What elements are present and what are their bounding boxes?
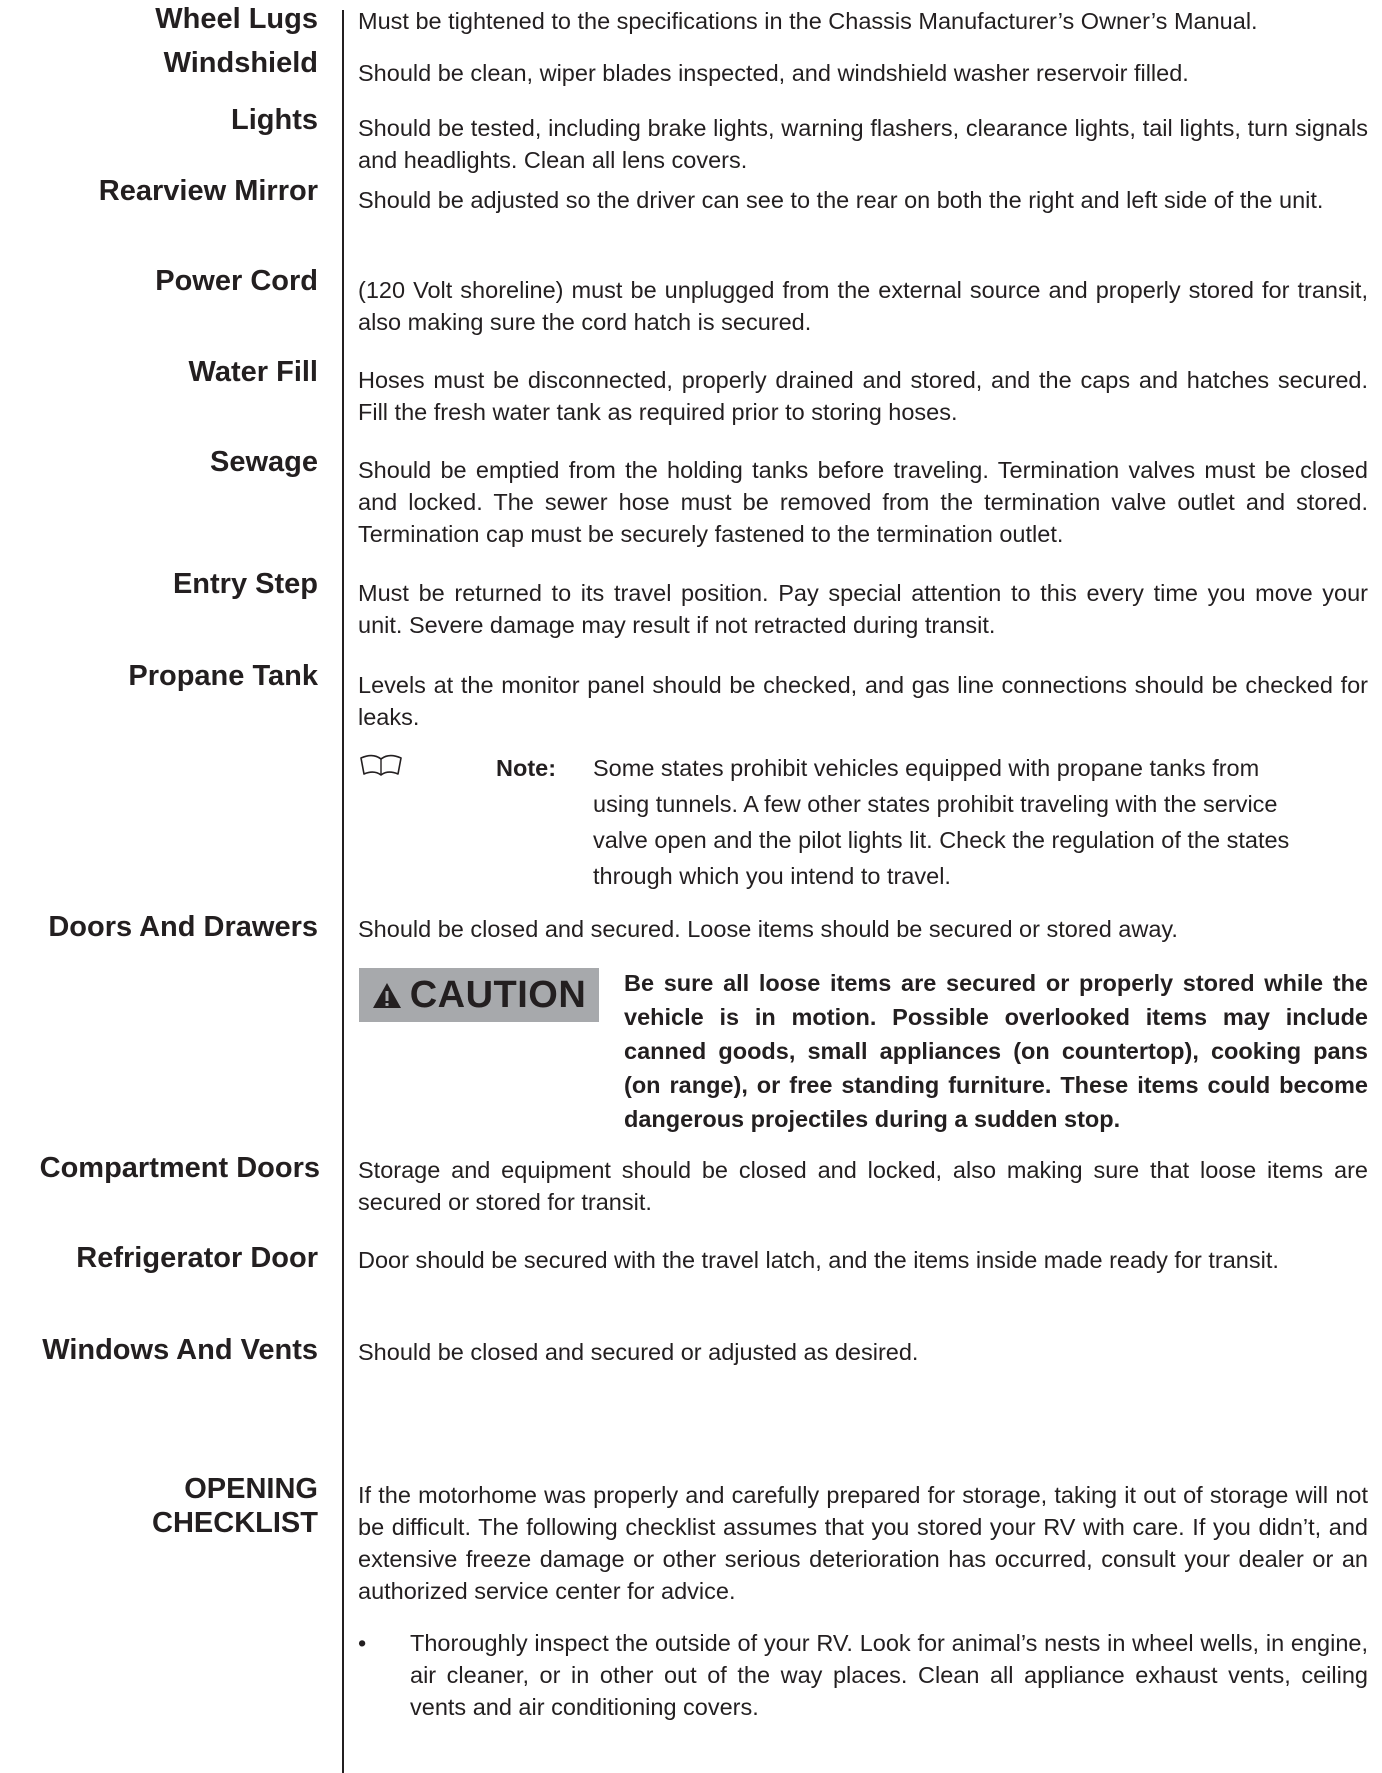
label-compartment-doors: Compartment Doors bbox=[39, 1152, 320, 1184]
note-text: Some states prohibit vehicles equipped with propane tanks from using tunnels. A few other states prohibit traveling with the service valve open and the pilot lights lit. Check the regulation of the states through which you intend to travel. bbox=[593, 755, 1290, 889]
label-windows-and-vents: Windows And Vents bbox=[42, 1334, 318, 1366]
text-windows-and-vents: Should be closed and secured or adjusted as desired. bbox=[358, 1339, 919, 1365]
text-windshield: Should be clean, wiper blades inspected, and windshield washer reservoir filled. bbox=[358, 60, 1189, 86]
text-wheel-lugs: Must be tightened to the specifications in the Chassis Manufacturer’s Owner’s Manual. bbox=[358, 8, 1258, 34]
bullet-symbol: • bbox=[358, 1630, 367, 1656]
text-lights: Should be tested, including brake lights, warning flashers, clearance lights, tail lights, turn signals and headlights. Clean all lens covers. bbox=[358, 115, 1368, 173]
list-item bbox=[358, 1627, 1368, 1767]
note-label: Note: bbox=[496, 755, 557, 781]
opening-heading-line2: CHECKLIST bbox=[152, 1507, 318, 1539]
label-sewage: Sewage bbox=[210, 446, 318, 478]
label-power-cord: Power Cord bbox=[155, 265, 318, 297]
text-compartment-doors: Storage and equipment should be closed and locked, also making sure that loose items are secured or stored for transit. bbox=[358, 1157, 1368, 1215]
label-rearview-mirror: Rearview Mirror bbox=[98, 175, 318, 207]
text-sewage: Should be emptied from the holding tanks before traveling. Termination valves must be closed and locked. The sewer hose must be removed from the termination valve outlet and stored. Termination cap must be securely fastened to the termination outlet. bbox=[358, 457, 1368, 547]
opening-intro: If the motorhome was properly and carefully prepared for storage, taking it out of storage will not be difficult. The following checklist assumes that you stored your RV with care. If you didn’t, and extensive freeze damage or other serious deterioration has occurred, consult your dealer or an authorized service center for advice. bbox=[358, 1482, 1368, 1604]
label-refrigerator-door: Refrigerator Door bbox=[76, 1242, 318, 1274]
caution-badge bbox=[359, 968, 599, 1022]
caution-label: CAUTION bbox=[409, 973, 587, 1016]
label-water-fill: Water Fill bbox=[188, 356, 318, 388]
text-doors-and-drawers: Should be closed and secured. Loose items should be secured or stored away. bbox=[358, 916, 1178, 942]
text-rearview-mirror: Should be adjusted so the driver can see to the rear on both the right and left side of the unit. bbox=[358, 187, 1324, 213]
label-windshield: Windshield bbox=[163, 47, 318, 79]
label-entry-step: Entry Step bbox=[172, 568, 318, 600]
text-water-fill: Hoses must be disconnected, properly drained and stored, and the caps and hatches secured. Fill the fresh water tank as required prior to storing hoses. bbox=[358, 367, 1368, 425]
bullet-text: Thoroughly inspect the outside of your RV. Look for animal’s nests in wheel wells, in engine, air cleaner, or in other out of the way places. Clean all appliance exhaust vents, ceiling vents and air conditioning covers. bbox=[410, 1630, 1368, 1720]
opening-heading-line1: OPENING bbox=[184, 1473, 318, 1505]
text-entry-step: Must be returned to its travel position. Pay special attention to this every time you move your unit. Severe damage may result if not retracted during transit. bbox=[358, 580, 1368, 638]
label-lights: Lights bbox=[231, 104, 318, 136]
book-icon bbox=[358, 752, 404, 778]
label-doors-and-drawers: Doors And Drawers bbox=[48, 911, 318, 943]
label-propane-tank: Propane Tank bbox=[128, 660, 318, 692]
column-divider bbox=[342, 10, 344, 1773]
caution-text: Be sure all loose items are secured or properly stored while the vehicle is in motion. Possible overlooked items may include canned goods, small appliances (on countertop), cooking pans (on range), or free standing furniture. These items could become dangerous projectiles during a sudden stop. bbox=[624, 970, 1368, 1132]
text-propane-tank: Levels at the monitor panel should be checked, and gas line connections should be checked for leaks. bbox=[358, 672, 1368, 730]
warning-triangle-icon bbox=[372, 982, 402, 1009]
note-block bbox=[358, 750, 1368, 890]
text-power-cord: (120 Volt shoreline) must be unplugged from the external source and properly stored for transit, also making sure the cord hatch is secured. bbox=[358, 277, 1368, 335]
label-wheel-lugs: Wheel Lugs bbox=[155, 3, 318, 35]
text-refrigerator-door: Door should be secured with the travel latch, and the items inside made ready for transit. bbox=[358, 1247, 1279, 1273]
